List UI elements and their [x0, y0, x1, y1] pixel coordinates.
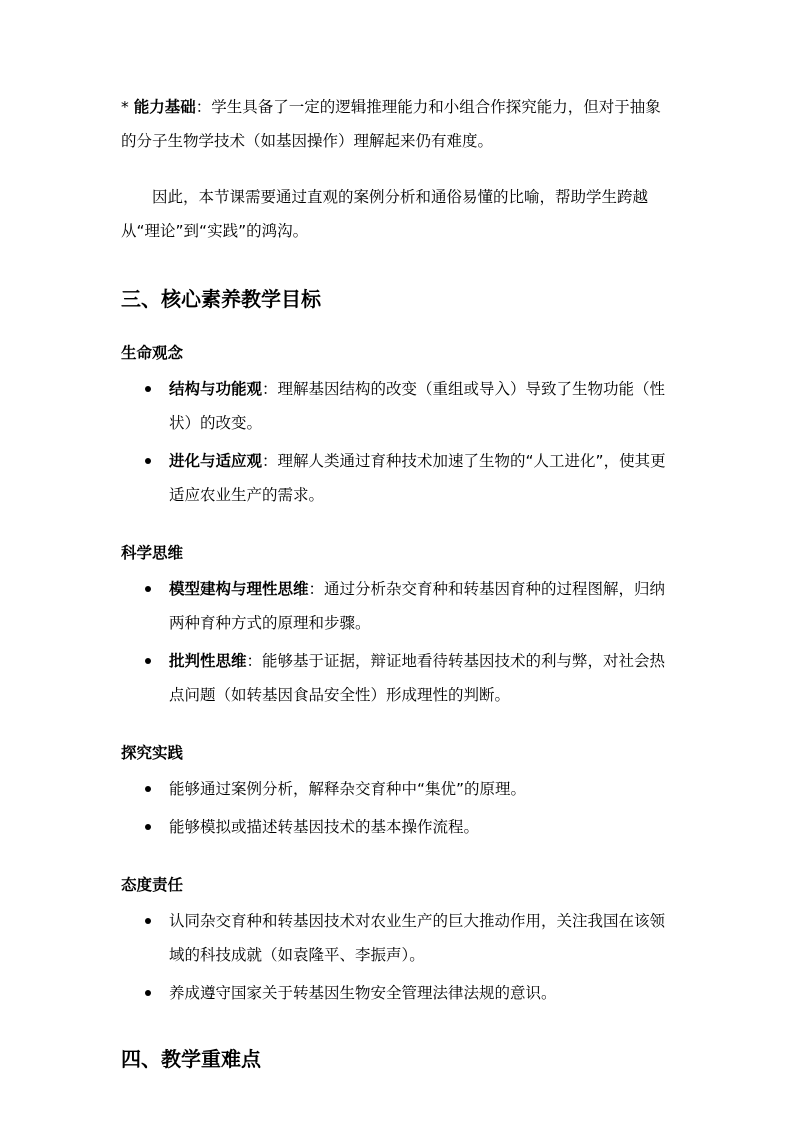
bullet-list	[121, 772, 666, 844]
item-text: ：理解人类通过育种技术加速了生物的“人工进化”，使其更适应农业生产的需求。	[169, 452, 666, 504]
item-text: 认同杂交育种和转基因技术对农业生产的巨大推动作用，关注我国在该领域的科技成就（如袁隆平、李振声）。	[169, 912, 666, 964]
list-item	[121, 644, 666, 712]
ability-prefix: *	[121, 98, 134, 116]
list-item	[121, 572, 666, 640]
item-text: ：理解基因结构的改变（重组或导入）导致了生物功能（性状）的改变。	[169, 380, 666, 432]
bullet-list	[121, 372, 666, 512]
section-4-title: 四、教学重难点	[121, 1047, 261, 1071]
list-item	[121, 976, 666, 1010]
item-text: 能够模拟或描述转基因技术的基本操作流程。	[169, 818, 480, 836]
list-item	[121, 904, 666, 972]
bullet-dot-icon	[145, 586, 151, 592]
ability-label: 能力基础	[133, 98, 196, 116]
group-heading-attitude-responsibility: 态度责任	[121, 876, 184, 894]
item-label: 结构与功能观	[169, 380, 263, 398]
item-label: 模型建构与理性思维	[169, 580, 309, 598]
therefore-paragraph: 因此，本节课需要通过直观的案例分析和通俗易懂的比喻，帮助学生跨越从“理论”到“实践”的鸿沟。	[121, 188, 649, 240]
item-text: ：通过分析杂交育种和转基因育种的过程图解，归纳两种育种方式的原理和步骤。	[169, 580, 666, 632]
bullet-dot-icon	[145, 458, 151, 464]
list-item	[121, 772, 666, 806]
item-label: 批判性思维	[169, 652, 247, 670]
bullet-dot-icon	[145, 786, 151, 792]
bullet-dot-icon	[145, 824, 151, 830]
list-item	[121, 372, 666, 440]
item-text: 养成遵守国家关于转基因生物安全管理法律法规的意识。	[169, 984, 557, 1002]
group-heading-inquiry-practice: 探究实践	[121, 744, 184, 762]
ability-paragraph	[121, 90, 666, 158]
bullet-list	[121, 572, 666, 712]
section-3-title: 三、核心素养教学目标	[121, 287, 321, 311]
group-heading-scientific-thinking: 科学思维	[121, 544, 184, 562]
ability-text: ：学生具备了一定的逻辑推理能力和小组合作探究能力，但对于抽象的分子生物学技术（如基因操作）理解起来仍有难度。	[121, 98, 661, 150]
bullet-list	[121, 904, 666, 1010]
list-item	[121, 810, 666, 844]
bullet-dot-icon	[145, 990, 151, 996]
list-item	[121, 444, 666, 512]
bullet-dot-icon	[145, 918, 151, 924]
item-text: ：能够基于证据，辩证地看待转基因技术的利与弊，对社会热点问题（如转基因食品安全性）形成理性的判断。	[169, 652, 666, 704]
item-label: 进化与适应观	[169, 452, 263, 470]
group-heading-life-concept: 生命观念	[121, 344, 184, 362]
item-text: 能够通过案例分析，解释杂交育种中“集优”的原理。	[169, 780, 527, 798]
bullet-dot-icon	[145, 386, 151, 392]
bullet-dot-icon	[145, 658, 151, 664]
